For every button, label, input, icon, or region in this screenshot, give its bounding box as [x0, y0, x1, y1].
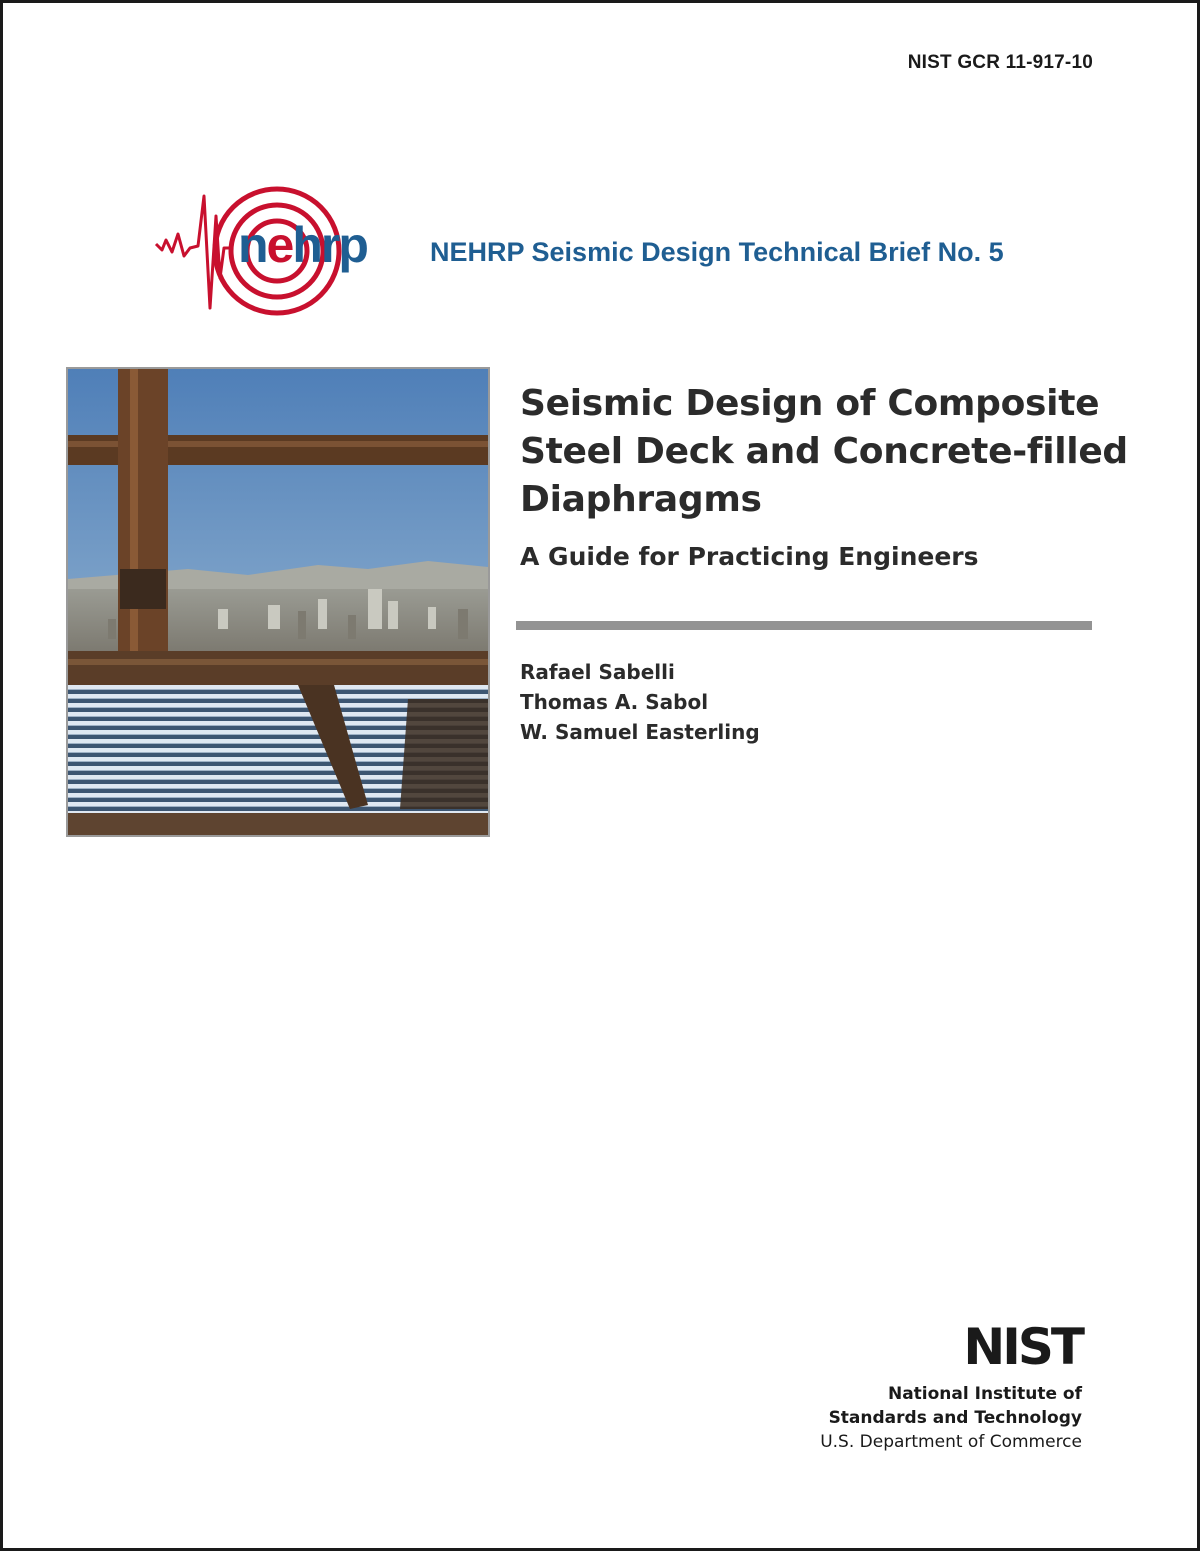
title-divider: [516, 621, 1092, 630]
logo-text-e: e: [266, 217, 293, 273]
title-line-1: Seismic Design of Composite: [520, 383, 1100, 424]
publisher-line-2: Standards and Technology: [828, 1408, 1082, 1428]
author-list: [520, 657, 760, 747]
steel-frame-construction-photo: [68, 369, 488, 835]
document-subtitle: A Guide for Practicing Engineers: [520, 542, 979, 571]
nehrp-wordmark: [238, 217, 367, 273]
publisher-line-3: U.S. Department of Commerce: [820, 1432, 1082, 1452]
author-name: W. Samuel Easterling: [520, 720, 760, 744]
cover-photo: [66, 367, 490, 837]
title-line-3: Diaphragms: [520, 479, 762, 520]
nehrp-logo: [152, 186, 402, 316]
logo-text-n: n: [238, 217, 267, 273]
author-name: Thomas A. Sabol: [520, 690, 709, 714]
series-title: NEHRP Seismic Design Technical Brief No. 5: [430, 237, 1004, 267]
author-name: Rafael Sabelli: [520, 660, 675, 684]
title-line-2: Steel Deck and Concrete-filled: [520, 431, 1128, 472]
publisher-block: [820, 1318, 1082, 1454]
nist-logo: NIST: [963, 1318, 1082, 1376]
publisher-line-1: National Institute of: [887, 1384, 1082, 1404]
document-title: [520, 380, 1140, 524]
logo-text-hrp: hrp: [292, 217, 367, 273]
report-number: NIST GCR 11-917-10: [907, 52, 1093, 73]
